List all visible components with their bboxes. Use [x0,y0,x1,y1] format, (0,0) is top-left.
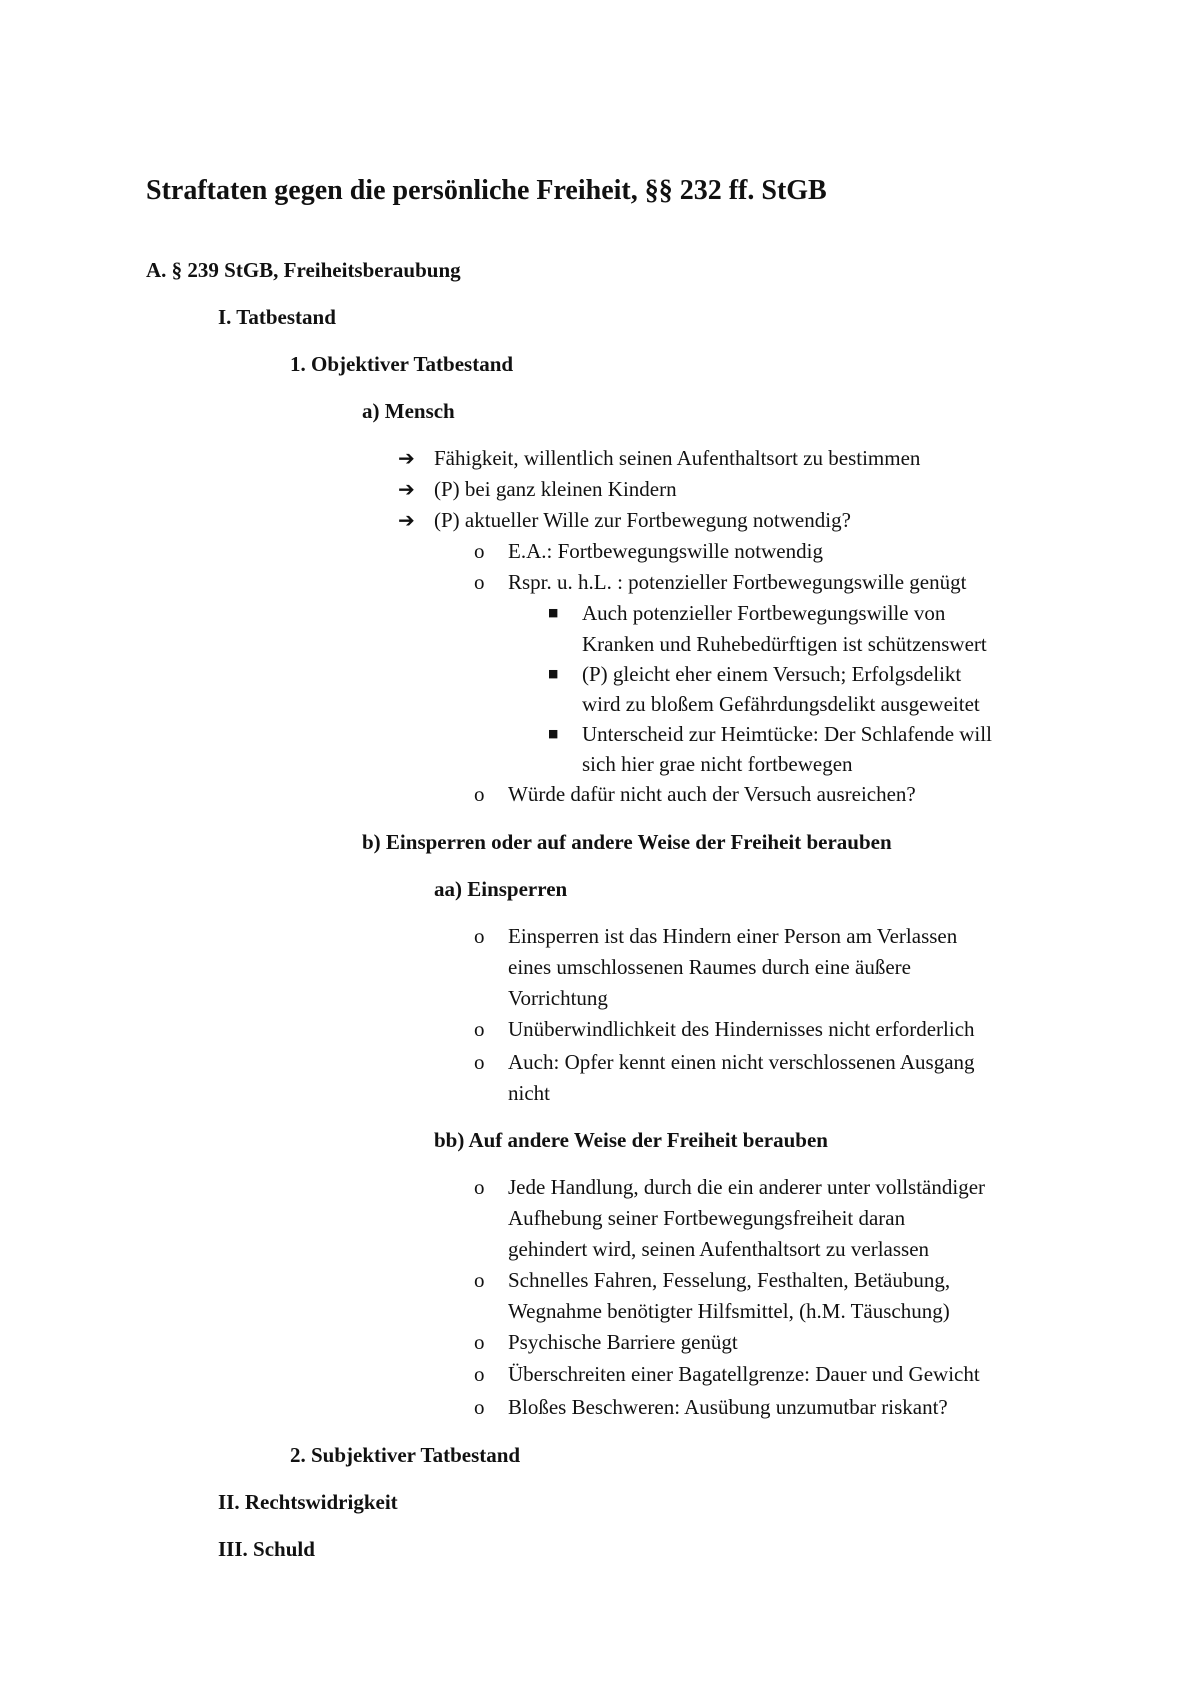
heading-1: 1. Objektiver Tatbestand [290,352,514,376]
arrow-icon: ➔ [398,508,415,532]
square-bullet-icon: ■ [548,667,559,680]
circle-bullet-icon: o [474,1362,485,1386]
circle-bullet-icon: o [474,1268,485,1292]
list-item-line: Überschreiten einer Bagatellgrenze: Dauer und Gewicht [508,1362,980,1386]
list-item: Rspr. u. h.L. : potenzieller Fortbewegungswille genügt [508,570,967,594]
circle-bullet-icon: o [474,1175,485,1199]
list-item: Fähigkeit, willentlich seinen Aufenthaltsort zu bestimmen [434,446,921,470]
circle-bullet-icon: o [474,539,485,563]
list-item-line: Unterscheid zur Heimtücke: Der Schlafende will [582,722,992,746]
list-item-line: Aufhebung seiner Fortbewegungsfreiheit daran [508,1206,906,1230]
arrow-icon: ➔ [398,446,415,470]
heading-i: I. Tatbestand [218,305,336,329]
circle-bullet-icon: o [474,782,485,806]
heading-bb: bb) Auf andere Weise der Freiheit berauben [434,1128,828,1152]
circle-bullet-icon: o [474,1017,485,1041]
list-item-line: Auch: Opfer kennt einen nicht verschlossenen Ausgang [508,1050,975,1074]
list-item-line: gehindert wird, seinen Aufenthaltsort zu verlassen [508,1237,930,1261]
list-item-line: wird zu bloßem Gefährdungsdelikt ausgeweitet [582,692,980,716]
list-item: (P) aktueller Wille zur Fortbewegung notwendig? [434,508,851,532]
list-item-line: Psychische Barriere genügt [508,1330,738,1354]
list-item: (P) bei ganz kleinen Kindern [434,477,677,501]
list-item-line: Jede Handlung, durch die ein anderer unter vollständiger [508,1175,986,1199]
arrow-icon: ➔ [398,477,415,501]
heading-a: A. § 239 StGB, Freiheitsberaubung [146,258,461,282]
list-item-line: Kranken und Ruhebedürftigen ist schützenswert [582,632,987,656]
circle-bullet-icon: o [474,1395,485,1419]
list-item: Würde dafür nicht auch der Versuch ausreichen? [508,782,916,806]
list-item-line: sich hier grae nicht fortbewegen [582,752,853,776]
list-item-line: Schnelles Fahren, Fesselung, Festhalten, Betäubung, [508,1268,951,1292]
list-item-line: nicht [508,1081,550,1105]
list-item-line: (P) gleicht eher einem Versuch; Erfolgsdelikt [582,662,962,686]
list-item-line: Auch potenzieller Fortbewegungswille von [582,601,946,625]
heading-2: 2. Subjektiver Tatbestand [290,1443,521,1467]
list-item-line: Unüberwindlichkeit des Hindernisses nicht erforderlich [508,1017,975,1041]
list-item-line: eines umschlossenen Raumes durch eine äußere [508,955,911,979]
list-item-line: Wegnahme benötigter Hilfsmittel, (h.M. Täuschung) [508,1299,950,1323]
list-item-line: Einsperren ist das Hindern einer Person am Verlassen [508,924,958,948]
heading-a-mensch: a) Mensch [362,399,455,423]
circle-bullet-icon: o [474,1050,485,1074]
circle-bullet-icon: o [474,924,485,948]
list-item-line: Vorrichtung [508,986,608,1010]
list-item-line: Bloßes Beschweren: Ausübung unzumutbar riskant? [508,1395,948,1419]
circle-bullet-icon: o [474,570,485,594]
square-bullet-icon: ■ [548,606,559,619]
heading-iii: III. Schuld [218,1537,315,1561]
heading-b: b) Einsperren oder auf andere Weise der Freiheit berauben [362,830,892,854]
square-bullet-icon: ■ [548,727,559,740]
list-item: E.A.: Fortbewegungswille notwendig [508,539,823,563]
circle-bullet-icon: o [474,1330,485,1354]
page-title: Straftaten gegen die persönliche Freiheit, §§ 232 ff. StGB [146,175,827,206]
heading-ii: II. Rechtswidrigkeit [218,1490,398,1514]
heading-aa: aa) Einsperren [434,877,568,901]
